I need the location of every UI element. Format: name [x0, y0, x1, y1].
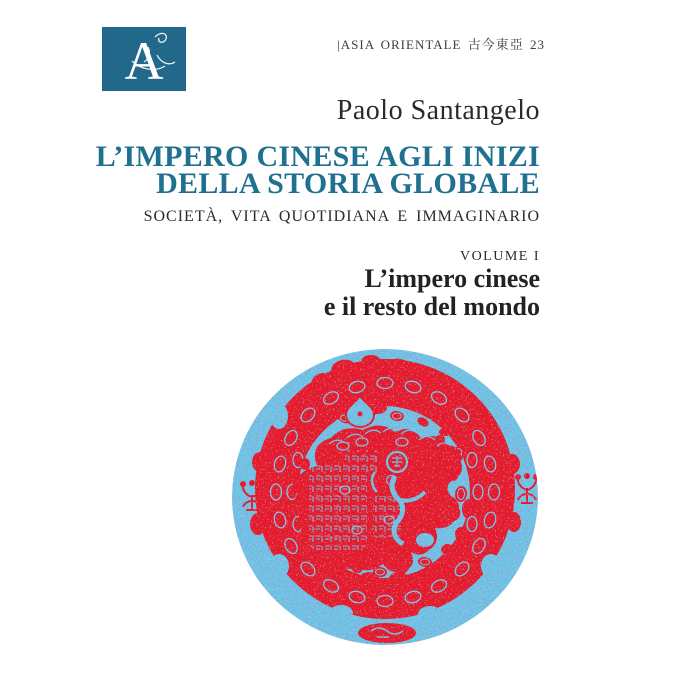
- volume-title: [324, 265, 540, 321]
- volume-label: VOLUME I: [459, 249, 540, 264]
- volume-title-line2: e il resto del mondo: [323, 292, 540, 321]
- series-label: |ASIA ORIENTALE 古今東亞 23: [337, 37, 545, 52]
- book-subtitle: SOCIETÀ, VITA QUOTIDIANA E IMMAGINARIO: [143, 208, 540, 225]
- world-map-illustration: [225, 344, 547, 656]
- publisher-logo: [102, 27, 186, 91]
- volume-title-line1: L’impero cinese: [364, 264, 540, 293]
- book-title-line1: L’IMPERO CINESE AGLI INIZI: [95, 140, 540, 173]
- publisher-logo-flourish-icon: [102, 27, 186, 91]
- book-title-line2: DELLA STORIA GLOBALE: [156, 167, 540, 200]
- publisher-logo-letter: A: [124, 31, 164, 91]
- author-name: Paolo Santangelo: [336, 95, 540, 126]
- speckle-texture: [225, 344, 547, 656]
- book-title: [95, 140, 540, 200]
